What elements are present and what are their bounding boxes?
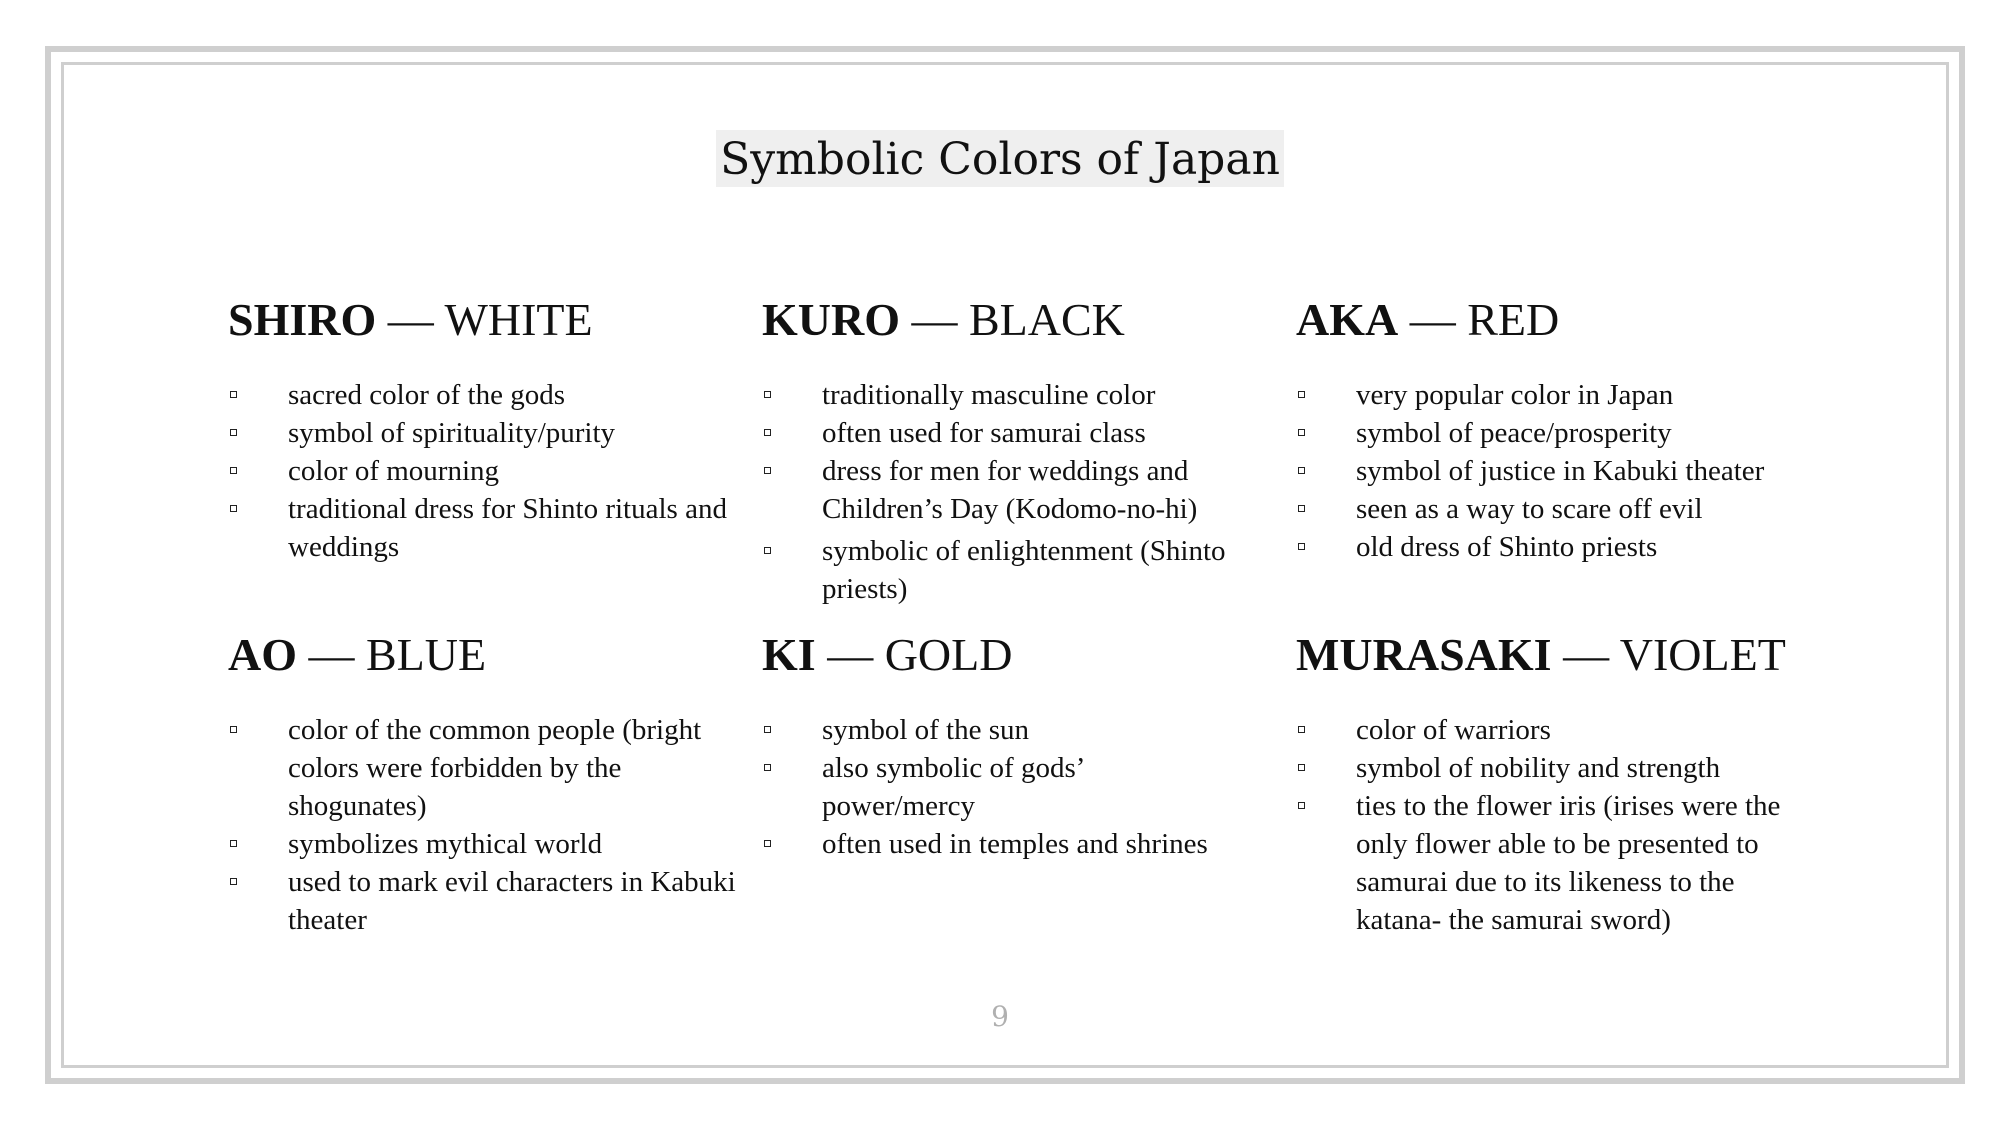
square-bullet-icon (1298, 543, 1305, 550)
list-item (1296, 749, 1806, 787)
section-heading (1296, 295, 1806, 346)
list-item-text: traditional dress for Shinto rituals and weddings (288, 492, 727, 563)
section-list (228, 376, 738, 566)
section-separator: — (1551, 629, 1620, 680)
list-item-text: sacred color of the gods (288, 378, 566, 411)
section-japanese-name: AO (228, 629, 297, 680)
square-bullet-icon (230, 840, 237, 847)
section-heading (228, 295, 738, 346)
list-item-text: symbol of justice in Kabuki theater (1356, 454, 1765, 487)
square-bullet-icon (764, 840, 771, 847)
section-heading (762, 630, 1272, 681)
list-item (1296, 787, 1806, 939)
section-heading (762, 295, 1272, 346)
list-item-text: often used in temples and shrines (822, 827, 1208, 860)
list-item-text: used to mark evil characters in Kabuki theater (288, 865, 736, 936)
square-bullet-icon (230, 467, 237, 474)
list-item (228, 414, 738, 452)
section-english-name: WHITE (444, 294, 593, 345)
list-item-text: symbolic of enlightenment (Shinto priests) (822, 534, 1226, 605)
list-item (228, 490, 738, 566)
section-list (1296, 711, 1806, 939)
list-item (762, 414, 1272, 452)
section-separator: — (815, 629, 885, 680)
list-item (1296, 414, 1806, 452)
list-item-text: symbol of peace/prosperity (1356, 416, 1672, 449)
section-english-name: BLUE (366, 629, 487, 680)
list-item (762, 711, 1272, 749)
section-separator: — (1398, 294, 1468, 345)
section-english-name: GOLD (884, 629, 1013, 680)
square-bullet-icon (764, 764, 771, 771)
square-bullet-icon (764, 726, 771, 733)
list-item-text: ties to the flower iris (irises were the only flower able to be presented to samurai due to its likeness to the katana- the samurai sword) (1356, 789, 1781, 936)
list-item (228, 711, 738, 825)
section-japanese-name: AKA (1296, 294, 1399, 345)
section-heading (1296, 630, 1806, 681)
list-item (1296, 452, 1806, 490)
list-item-text: color of the common people (bright colors were forbidden by the shogunates) (288, 713, 702, 822)
section-english-name: RED (1467, 294, 1560, 345)
slide-title: Symbolic Colors of Japan (716, 130, 1284, 187)
square-bullet-icon (764, 391, 771, 398)
square-bullet-icon (230, 429, 237, 436)
list-item-text: symbol of the sun (822, 713, 1030, 746)
section-japanese-name: KURO (762, 294, 900, 345)
list-item (1296, 528, 1806, 566)
list-item-text: seen as a way to scare off evil (1356, 492, 1703, 525)
list-item-text: old dress of Shinto priests (1356, 530, 1658, 563)
page-number: 9 (991, 1000, 1009, 1033)
section-shiro (228, 295, 738, 566)
list-item-text: symbol of spirituality/purity (288, 416, 616, 449)
list-item (762, 749, 1272, 825)
list-item (762, 825, 1272, 863)
list-item (762, 376, 1272, 414)
section-japanese-name: KI (762, 629, 816, 680)
square-bullet-icon (230, 726, 237, 733)
section-list (762, 376, 1272, 608)
list-item-text: dress for men for weddings and Children’s Day (Kodomo-no-hi) (822, 454, 1198, 525)
list-item-text: also symbolic of gods’ power/mercy (822, 751, 1084, 822)
list-item (762, 452, 1272, 528)
section-list (762, 711, 1272, 863)
section-ao (228, 630, 738, 939)
section-list (1296, 376, 1806, 566)
section-aka (1296, 295, 1806, 566)
list-item-text: often used for samurai class (822, 416, 1146, 449)
list-item-text: color of warriors (1356, 713, 1551, 746)
square-bullet-icon (230, 391, 237, 398)
list-item (228, 376, 738, 414)
list-item-text: color of mourning (288, 454, 500, 487)
list-item (228, 825, 738, 863)
section-heading (228, 630, 738, 681)
square-bullet-icon (1298, 764, 1305, 771)
list-item (1296, 376, 1806, 414)
section-english-name: VIOLET (1619, 629, 1786, 680)
square-bullet-icon (1298, 391, 1305, 398)
list-item-text: symbolizes mythical world (288, 827, 603, 860)
square-bullet-icon (1298, 802, 1305, 809)
section-murasaki (1296, 630, 1806, 939)
section-japanese-name: SHIRO (228, 294, 377, 345)
list-item-text: traditionally masculine color (822, 378, 1156, 411)
section-japanese-name: MURASAKI (1296, 629, 1552, 680)
square-bullet-icon (1298, 505, 1305, 512)
square-bullet-icon (1298, 726, 1305, 733)
list-item (228, 452, 738, 490)
square-bullet-icon (764, 467, 771, 474)
list-item (228, 863, 738, 939)
section-separator: — (297, 629, 366, 680)
square-bullet-icon (230, 505, 237, 512)
square-bullet-icon (1298, 467, 1305, 474)
section-ki (762, 630, 1272, 863)
square-bullet-icon (764, 429, 771, 436)
list-item (762, 532, 1272, 608)
list-item (1296, 490, 1806, 528)
section-kuro (762, 295, 1272, 608)
section-english-name: BLACK (969, 294, 1125, 345)
square-bullet-icon (230, 878, 237, 885)
section-separator: — (376, 294, 445, 345)
list-item-text: very popular color in Japan (1356, 378, 1674, 411)
list-item-text: symbol of nobility and strength (1356, 751, 1721, 784)
square-bullet-icon (1298, 429, 1305, 436)
list-item (1296, 711, 1806, 749)
slide-title-container (0, 130, 2000, 187)
section-separator: — (900, 294, 969, 345)
square-bullet-icon (764, 547, 771, 554)
section-list (228, 711, 738, 939)
